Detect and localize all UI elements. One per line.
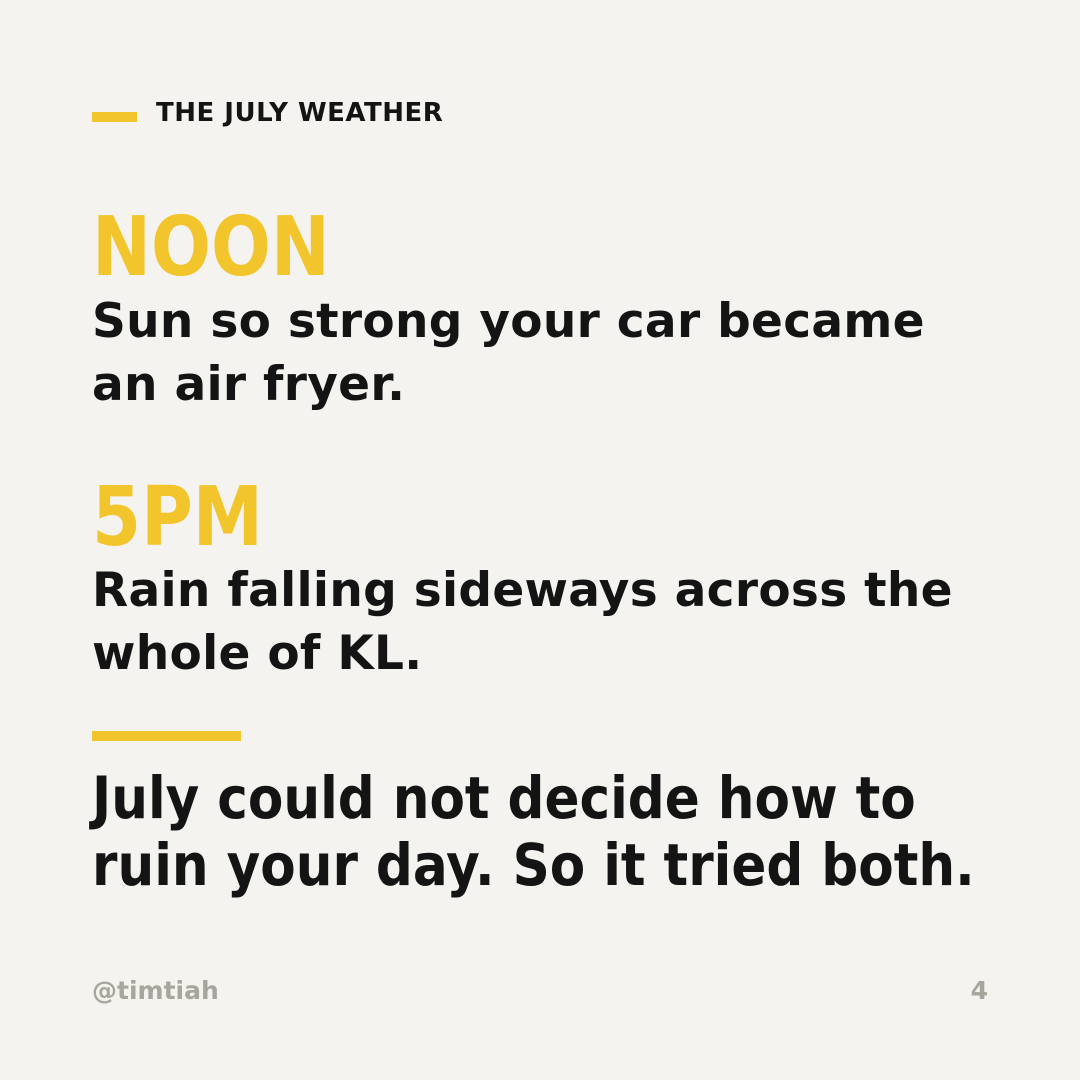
- header: [92, 98, 443, 128]
- punchline-line-2: ruin your day. So it tried both.: [92, 831, 975, 899]
- author-handle: @timtiah: [92, 976, 219, 1005]
- punchline-line-1: July could not decide how to: [92, 764, 916, 832]
- 5pm-description-line-2: whole of KL.: [92, 626, 423, 681]
- section-divider: [92, 731, 241, 741]
- header-title: THE JULY WEATHER: [156, 98, 444, 128]
- 5pm-label: 5PM: [92, 470, 263, 565]
- page-number: 4: [970, 976, 988, 1005]
- noon-label: NOON: [92, 200, 330, 295]
- punchline: [92, 765, 1053, 899]
- noon-description: [92, 290, 1012, 416]
- noon-description-line-1: Sun so strong your car became: [92, 294, 925, 349]
- 5pm-description: [92, 559, 1012, 685]
- 5pm-description-line-1: Rain falling sideways across the: [92, 563, 953, 618]
- noon-description-line-2: an air fryer.: [92, 357, 406, 412]
- header-accent-bar: [92, 112, 137, 122]
